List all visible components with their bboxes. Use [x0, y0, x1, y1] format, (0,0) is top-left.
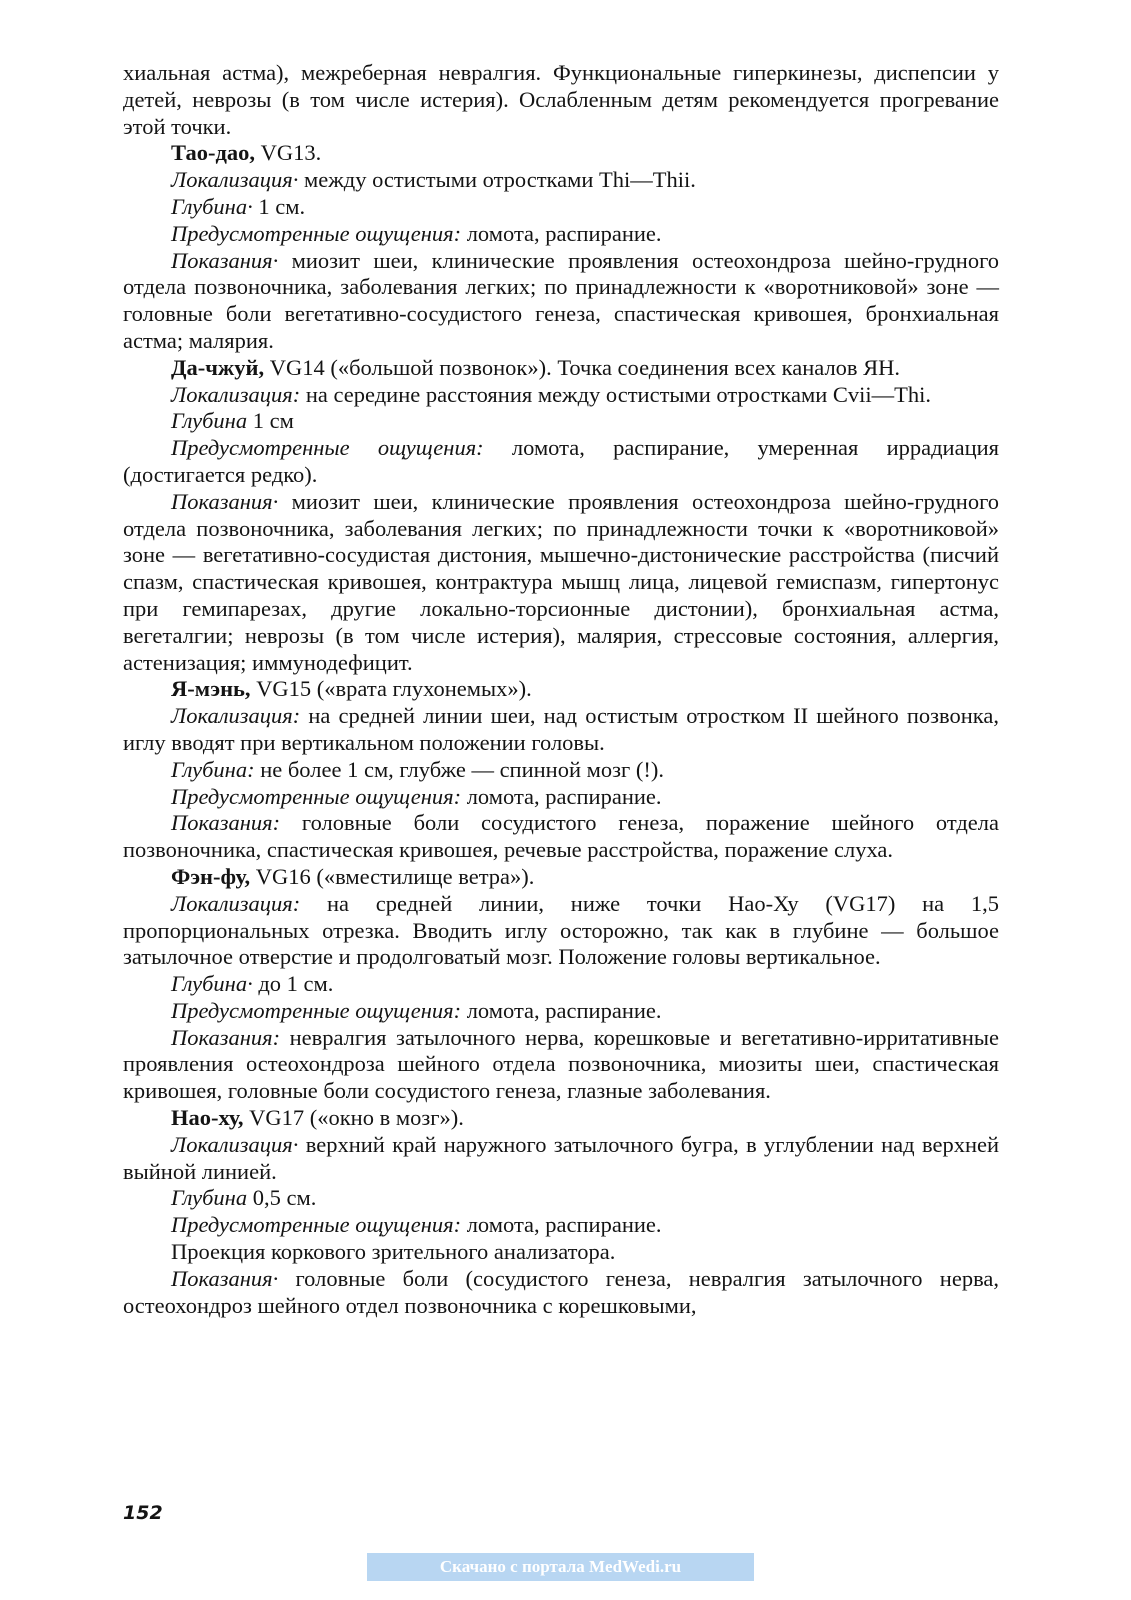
- field-text: 1 см: [252, 408, 294, 434]
- entry-field: [123, 810, 999, 864]
- field-text: ломота, распирание, умеренная иррадиация (достигается редко).: [123, 435, 999, 487]
- point-code: VG17 («окно в мозг»).: [249, 1105, 464, 1131]
- text-column: [123, 60, 999, 1319]
- point-name: Я-мэнь,: [171, 676, 251, 702]
- field-label: Показания·: [171, 247, 279, 273]
- field-label: Предусмотренные ощущения:: [171, 435, 484, 461]
- field-text: между остистыми отростками Thi—Thii.: [304, 167, 696, 193]
- entry-field: [123, 1212, 999, 1239]
- point-name: Нао-ху,: [171, 1105, 244, 1131]
- watermark-link[interactable]: Скачано с портала MedWedi.ru: [367, 1553, 754, 1581]
- entry-field: [123, 435, 999, 489]
- entry-heading: [123, 1105, 999, 1132]
- field-label: Локализация:: [171, 703, 301, 729]
- point-name: Фэн-фу,: [171, 863, 251, 889]
- field-label: Локализация·: [171, 167, 299, 193]
- entry-field: [123, 1266, 999, 1320]
- field-text: миозит шеи, клинические проявления остеохондроза шейно-грудного отдела позвоночника, заболевания легких; по принадлежности к «воротниковой» зоне — головные боли вегетативно-сосудистого генеза, спастическая кривошея, бронхиальная астма; малярия.: [123, 247, 999, 353]
- entry-field: [123, 1239, 999, 1266]
- intro-paragraph: хиальная астма), межреберная невралгия. Функциональные гиперкинезы, диспепсии у детей, неврозы (в том числе истерия). Ослабленным детям рекомендуется прогревание этой точки.: [123, 60, 999, 139]
- field-text: верхний край наружного затылочного бугра, в углублении над верхней выйной линией.: [123, 1131, 1000, 1184]
- field-label: Локализация·: [171, 1131, 299, 1157]
- field-label: Глубина:: [171, 756, 255, 782]
- entry-heading: [123, 140, 999, 167]
- point-code: VG14 («большой позвонок»). Точка соединения всех каналов ЯН.: [269, 354, 901, 380]
- field-text: 1 см.: [258, 193, 306, 219]
- field-text: ломота, распирание.: [466, 1212, 662, 1238]
- field-label: Показания:: [171, 1024, 281, 1050]
- point-code: VG16 («вместилище ветра»).: [255, 863, 535, 889]
- field-text: ломота, распирание.: [466, 997, 662, 1023]
- page-number: 152: [123, 1502, 163, 1524]
- entry-field: [123, 757, 999, 784]
- entry-field: [123, 248, 999, 355]
- entry-field: [123, 194, 999, 221]
- field-text: на середине расстояния между остистыми отростками Cvii—Thi.: [305, 381, 931, 407]
- field-label: Предусмотренные ощущения:: [171, 220, 462, 246]
- field-text: ломота, распирание.: [466, 783, 662, 809]
- entry-field: [123, 221, 999, 248]
- entry-heading: [123, 355, 999, 382]
- point-name: Да-чжуй,: [171, 354, 265, 380]
- field-label: Глубина: [171, 408, 248, 434]
- field-text: не более 1 см, глубже — спинной мозг (!).: [260, 756, 664, 782]
- field-label: Предусмотренные ощущения:: [171, 783, 462, 809]
- field-label: Показания:: [171, 810, 281, 836]
- entry-field: [123, 891, 999, 971]
- field-text: на средней линии, ниже точки Нао-Ху (VG17) на 1,5 пропорциональных отрезка. Вводить иглу осторожно, так как в глубине — большое затылочное отверстие и продолговатый мозг. Положение головы вертикальное.: [123, 890, 1000, 970]
- point-code: VG15 («врата глухонемых»).: [256, 676, 532, 702]
- entry-field: [123, 1185, 999, 1212]
- entry-field: [123, 382, 999, 409]
- entry-field: [123, 998, 999, 1025]
- field-text: до 1 см.: [258, 971, 334, 997]
- field-label: Глубина·: [171, 193, 253, 219]
- entry-field: [123, 1132, 999, 1186]
- field-label: Локализация:: [171, 890, 301, 916]
- point-name: Тао-дао,: [171, 140, 255, 166]
- field-text: ломота, распирание.: [466, 220, 662, 246]
- field-label: Локализация:: [171, 381, 301, 407]
- field-text: на средней линии шеи, над остистым отростком II шейного позвонка, иглу вводят при вертикальном положении головы.: [123, 703, 1000, 755]
- entry-field: [123, 489, 999, 677]
- field-text: миозит шеи, клинические проявления остеохондроза шейно-грудного отдела позвоночника, заболевания легких; по принадлежности точки к «воротниковой» зоне — вегетативно-сосудистая дистония, мышечно-дистонические расстройства (писчий спазм, спастическая кривошея, контрактура мышц лица, лицевой гемиспазм, гипертонус при гемипарезах, другие локально-торсионные дистонии), бронхиальная астма, вегеталгии; неврозы (в том числе истерия), малярия, стрессовые состояния, аллергия, астенизация; иммунодефицит.: [123, 488, 999, 675]
- entry-field: [123, 971, 999, 998]
- field-text: головные боли сосудистого генеза, поражение шейного отдела позвоночника, спастическая кривошея, речевые расстройства, поражение слуха.: [123, 810, 1000, 863]
- entry-field: [123, 703, 999, 757]
- field-label: Глубина: [171, 1185, 248, 1211]
- field-text: 0,5 см.: [252, 1185, 317, 1211]
- entry-field: [123, 167, 999, 194]
- field-text: Проекция коркового зрительного анализатора.: [171, 1239, 616, 1265]
- field-label: Показания·: [171, 488, 279, 514]
- point-code: VG13.: [260, 140, 322, 166]
- field-label: Предусмотренные ощущения:: [171, 1212, 462, 1238]
- entry-field: [123, 1025, 999, 1105]
- entry-heading: [123, 676, 999, 703]
- entry-field: [123, 784, 999, 811]
- field-label: Показания·: [171, 1265, 279, 1291]
- field-text: головные боли (сосудистого генеза, невралгия затылочного нерва, остеохондроз шейного отдел позвоночника с корешковыми,: [123, 1265, 1000, 1318]
- field-label: Предусмотренные ощущения:: [171, 997, 462, 1023]
- entry-field: [123, 408, 999, 435]
- entry-heading: [123, 864, 999, 891]
- field-text: невралгия затылочного нерва, корешковые и вегетативно-ирритативные проявления остеохондроза шейного отдела позвоночника, миозиты шеи, спастическая кривошея, головные боли сосудистого генеза, глазные заболевания.: [123, 1024, 1000, 1104]
- field-label: Глубина·: [171, 971, 253, 997]
